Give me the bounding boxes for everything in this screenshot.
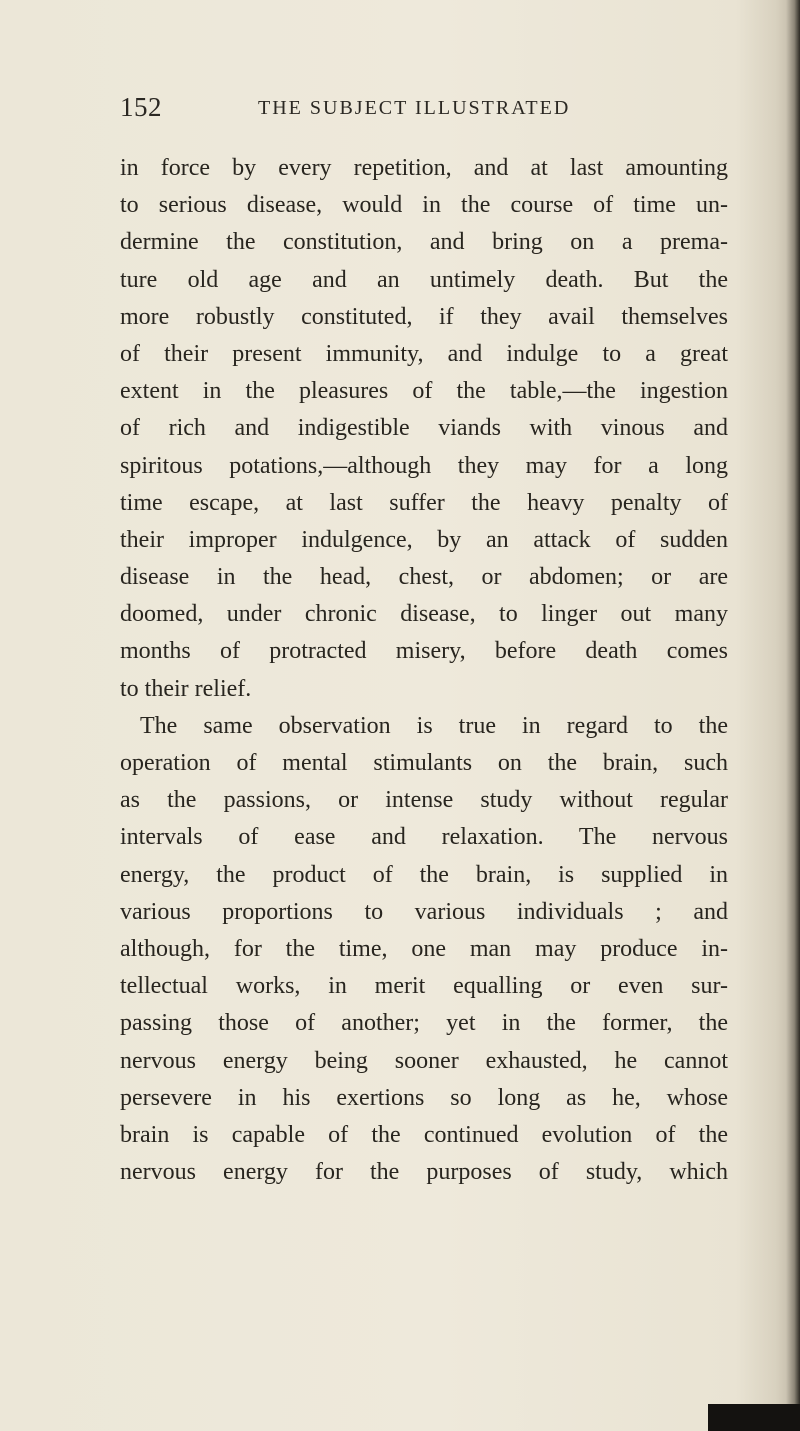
text-line: disease in the head, chest, or abdomen; or are <box>120 564 728 591</box>
text-line: extent in the pleasures of the table,—the ingestion <box>120 378 728 405</box>
text-line: brain is capable of the continued evolution of the <box>120 1121 728 1148</box>
text-line: operation of mental stimulants on the brain, such <box>120 750 728 776</box>
body-text <box>120 150 728 1191</box>
text-line: doomed, under chronic disease, to linger out many <box>120 601 728 628</box>
text-line: months of protracted misery, before death comes <box>120 638 728 665</box>
text-line: nervous energy for the purposes of study, which <box>120 1159 728 1186</box>
text-line: dermine the constitution, and bring on a prema- <box>120 229 728 256</box>
page-edge-shadow <box>786 0 800 1431</box>
text-line: to serious disease, would in the course of time un- <box>120 192 728 219</box>
text-line: nervous energy being sooner exhausted, he cannot <box>120 1047 728 1074</box>
text-line: of their present immunity, and indulge to a great <box>120 340 728 367</box>
running-head: THE SUBJECT ILLUSTRATED <box>258 97 571 119</box>
text-line: persevere in his exertions so long as he, whose <box>120 1084 728 1111</box>
text-line: in force by every repetition, and at last amounting <box>120 155 728 181</box>
paragraph-start-line: The same observation is true in regard to the <box>140 712 728 739</box>
text-line: although, for the time, one man may produce in- <box>120 935 728 962</box>
dark-corner-mark <box>708 1404 800 1431</box>
page-number: 152 <box>120 92 162 122</box>
text-line: energy, the product of the brain, is supplied in <box>120 861 728 888</box>
text-line: time escape, at last suffer the heavy penalty of <box>120 489 728 516</box>
paragraph-end-line: to their relief. <box>120 675 252 702</box>
text-line: spiritous potations,—although they may for a long <box>120 452 728 479</box>
text-line: more robustly constituted, if they avail themselves <box>120 303 728 330</box>
text-line: intervals of ease and relaxation. The nervous <box>120 824 728 851</box>
text-line: ture old age and an untimely death. But the <box>120 266 728 293</box>
page-header <box>120 92 720 126</box>
text-line: as the passions, or intense study without regular <box>120 787 728 814</box>
text-line: tellectual works, in merit equalling or even sur- <box>120 973 728 1000</box>
text-line: their improper indulgence, by an attack of sudden <box>120 526 728 553</box>
text-line: passing those of another; yet in the former, the <box>120 1010 728 1037</box>
text-line: various proportions to various individuals ; and <box>120 898 728 925</box>
text-line: of rich and indigestible viands with vinous and <box>120 415 728 442</box>
